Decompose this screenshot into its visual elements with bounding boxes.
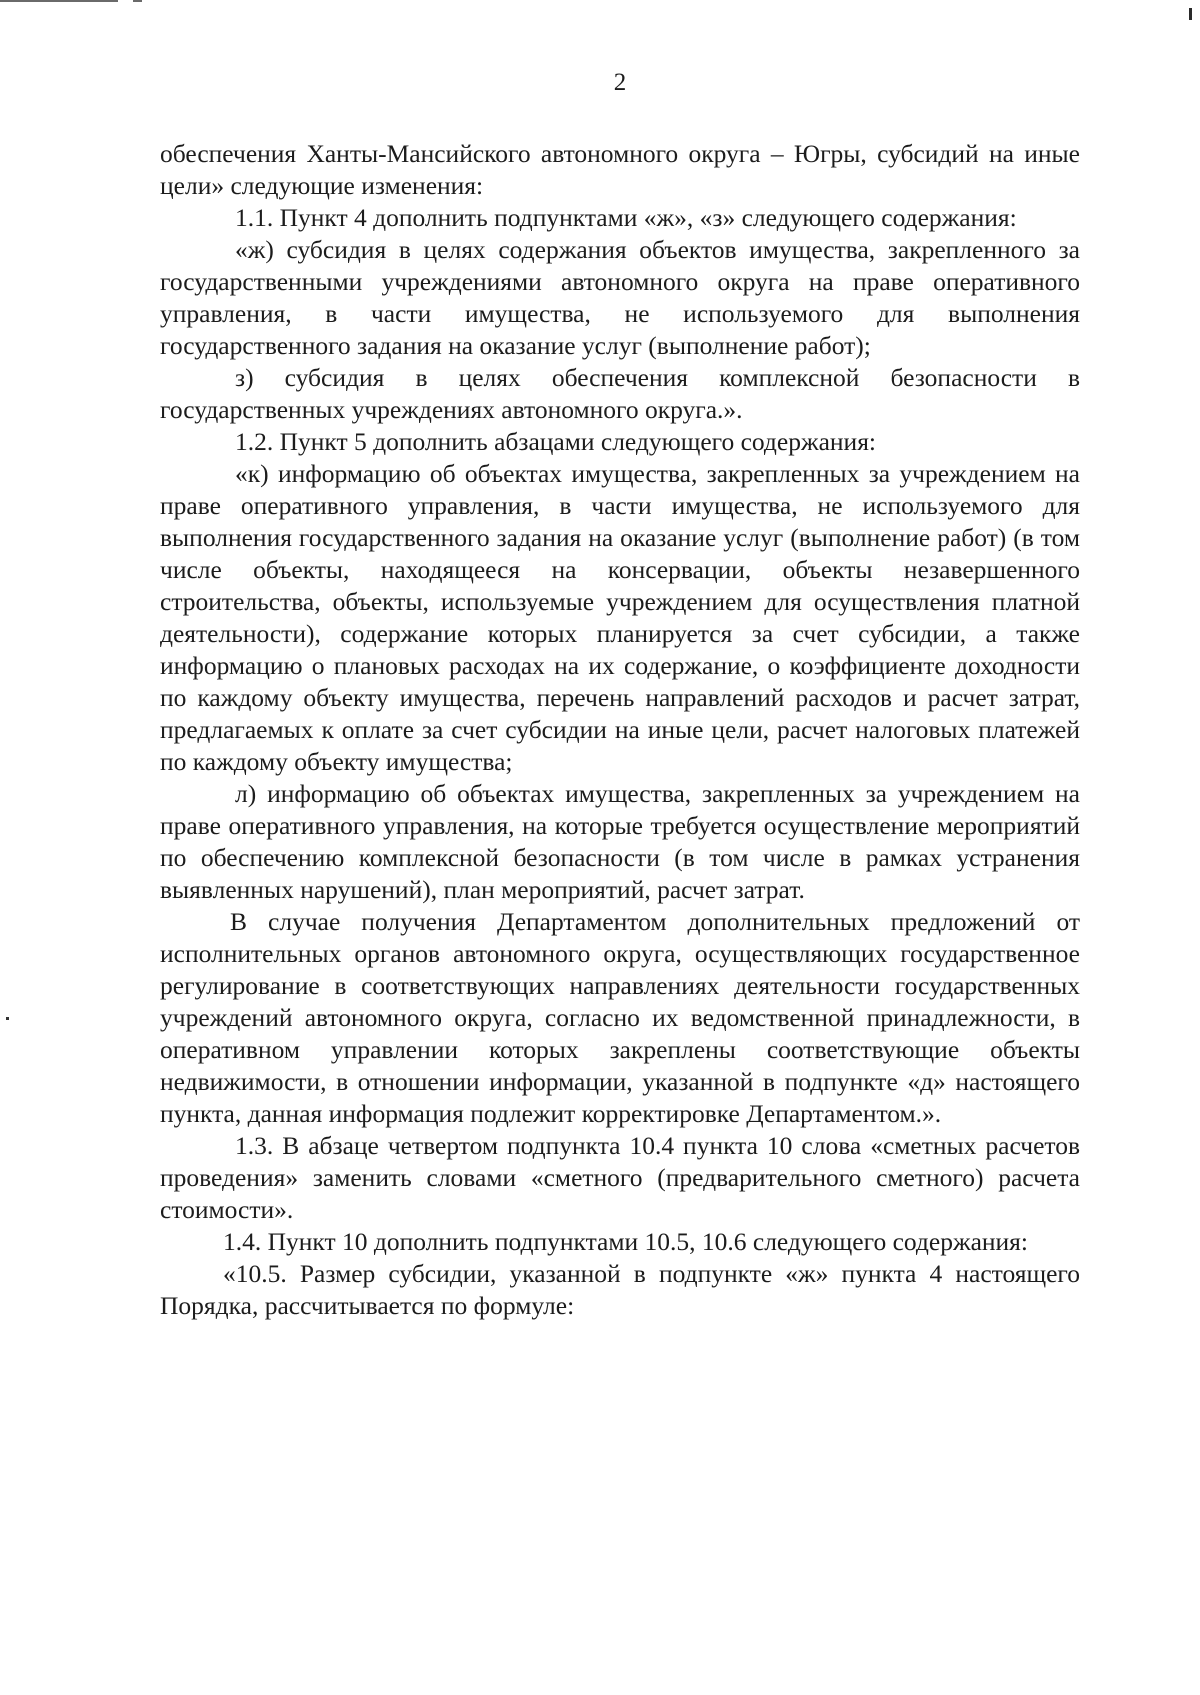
paragraph: л) информацию об объектах имущества, закрепленных за учреждением на праве оперативного управления, на которые требуется осуществление мероприятий по обеспечению комплексной безопасности (в том числе в рамках устранения выявленных нарушений), план мероприятий, расчет затрат. [160,779,1080,904]
paragraph: «10.5. Размер субсидии, указанной в подпункте «ж» пункта 4 настоящего Порядка, рассчитывается по формуле: [160,1259,1080,1320]
page-number: 2 [613,69,627,96]
scan-artifact-line [133,0,142,2]
paragraph: «к) информацию об объектах имущества, закрепленных за учреждением на праве оперативного управления, в части имущества, не используемого для выполнения государственного задания на оказание услуг (выполнение работ) (в том числе объекты, находящееся на консервации, объекты незавершенного строительства, объекты, используемые учреждением для осуществления платной деятельности), содержание которых планируется за счет субсидии, а также информацию о плановых расходах на их содержание, о коэффициенте доходности по каждому объекту имущества, перечень направлений расходов и расчет затрат, предлагаемых к оплате за счет субсидии на иные цели, расчет налоговых платежей по каждому объекту имущества; [160,459,1080,776]
paragraph: В случае получения Департаментом дополнительных предложений от исполнительных органов автономного округа, осуществляющих государственное регулирование в соответствующих направлениях деятельности государственных учреждений автономного округа, согласно их ведомственной принадлежности, в оперативном управлении которых закреплены соответствующие объекты недвижимости, в отношении информации, указанной в подпункте «д» настоящего пункта, данная информация подлежит корректировке Департаментом.». [160,907,1080,1128]
scan-artifact-mark [1189,8,1192,20]
paragraph: 1.3. В абзаце четвертом подпункта 10.4 пункта 10 слова «сметных расчетов проведения» заменить словами «сметного (предварительного сметного) расчета стоимости». [160,1131,1080,1224]
scan-artifact-dot [6,1017,9,1020]
paragraph: обеспечения Ханты-Мансийского автономного округа – Югры, субсидий на иные цели» следующие изменения: [160,139,1080,200]
paragraph: 1.2. Пункт 5 дополнить абзацами следующего содержания: [235,427,877,456]
paragraph: з) субсидия в целях обеспечения комплексной безопасности в государственных учреждениях автономного округа.». [160,363,1080,424]
scan-artifact-line [0,0,118,2]
paragraph: 1.1. Пункт 4 дополнить подпунктами «ж», «з» следующего содержания: [235,203,1017,232]
paragraph: 1.4. Пункт 10 дополнить подпунктами 10.5, 10.6 следующего содержания: [223,1227,1028,1256]
document-body [160,138,1080,1322]
paragraph: «ж) субсидия в целях содержания объектов имущества, закрепленного за государственными учреждениями автономного округа на праве оперативного управления, в части имущества, не используемого для выполнения государственного задания на оказание услуг (выполнение работ); [160,235,1080,360]
